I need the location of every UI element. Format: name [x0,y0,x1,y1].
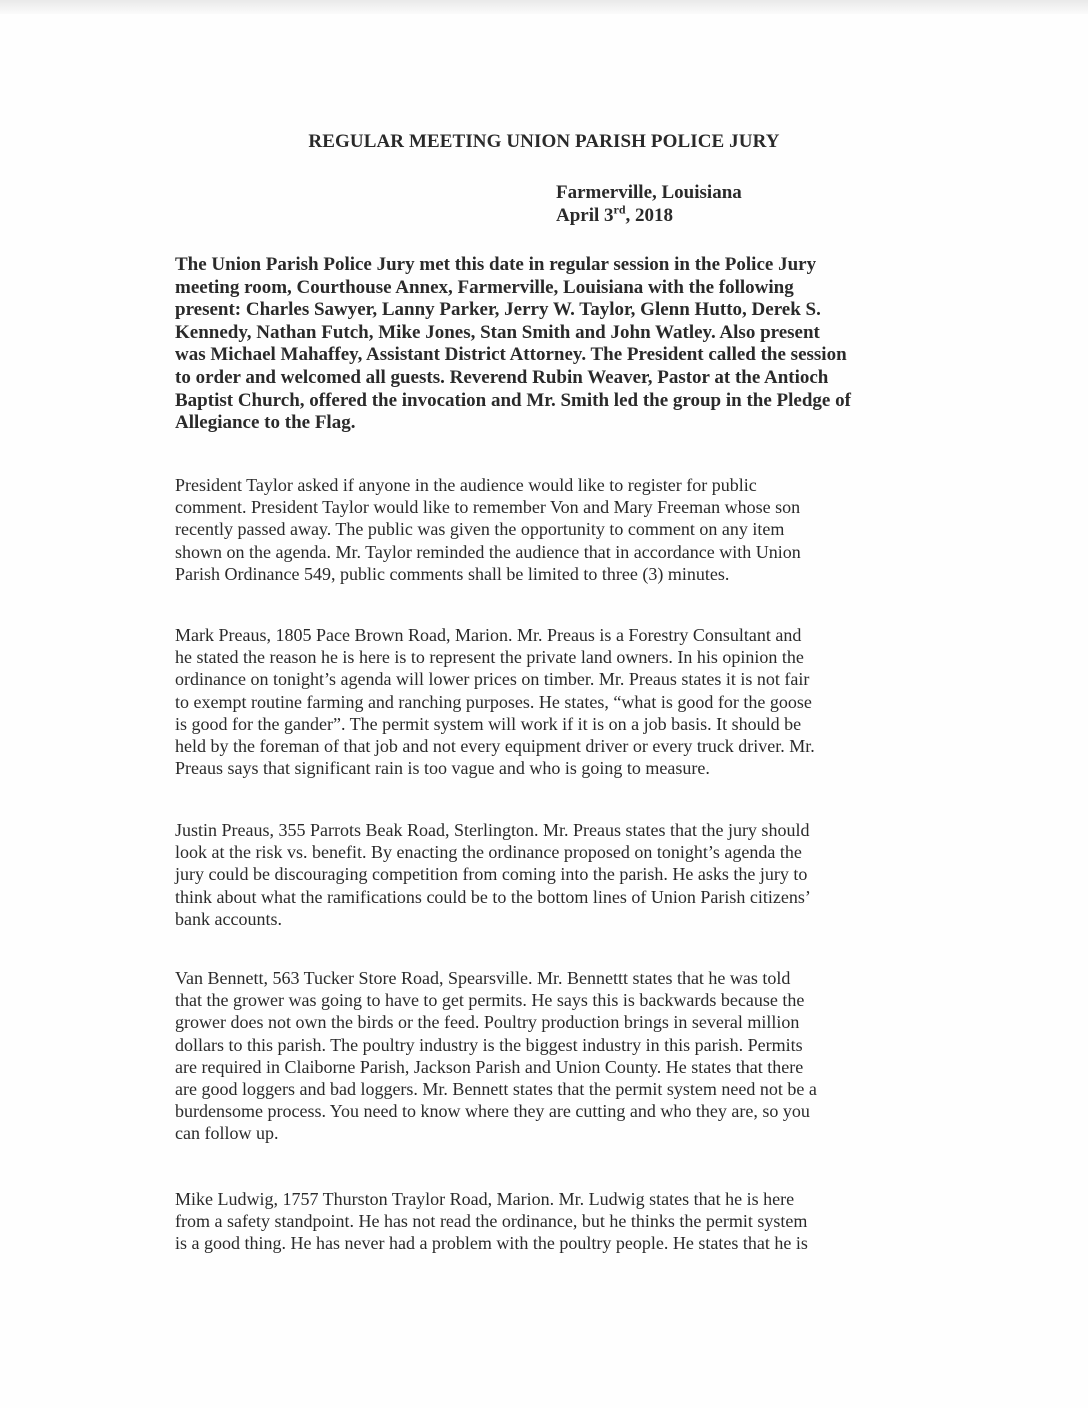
text-line: recently passed away. The public was given the opportunity to comment on any item [175,519,785,540]
text-line: meeting room, Courthouse Annex, Farmerville, Louisiana with the following [175,276,794,298]
text-line: Van Bennett, 563 Tucker Store Road, Spearsville. Mr. Bennettt states that he was told [175,968,791,988]
date-month-day: April 3 [556,205,614,226]
text-line: are good loggers and bad loggers. Mr. Bennett states that the permit system need not be a [175,1079,817,1100]
public-comment-paragraph [175,474,975,585]
text-line: Mark Preaus, 1805 Pace Brown Road, Marion. Mr. Preaus is a Forestry Consultant and [175,625,802,645]
text-line: Kennedy, Nathan Futch, Mike Jones, Stan Smith and John Watley. Also present [175,321,820,343]
text-line: can follow up. [175,1123,279,1144]
text-line: present: Charles Sawyer, Lanny Parker, Jerry W. Taylor, Glenn Hutto, Derek S. [175,299,821,321]
attendance-paragraph [175,254,975,435]
text-line: The Union Parish Police Jury met this date in regular session in the Police Jury [175,254,817,275]
meeting-date [556,204,673,228]
text-line: jury could be discouraging competition from coming into the parish. He asks the jury to [175,864,808,885]
text-line: look at the risk vs. benefit. By enacting the ordinance proposed on tonight’s agenda the [175,842,802,863]
meeting-location: Farmerville, Louisiana [556,182,742,203]
text-line: think about what the ramifications could be to the bottom lines of Union Parish citizens’ [175,886,811,907]
comment-mike-ludwig [175,1188,975,1255]
text-line: is good for the gander”. The permit system will work if it is on a job basis. It should be [175,713,802,734]
text-line: held by the foreman of that job and not every equipment driver or every truck driver. Mr. [175,736,815,757]
scan-edge [0,0,1088,14]
text-line: bank accounts. [175,908,282,929]
text-line: Justin Preaus, 355 Parrots Beak Road, Sterlington. Mr. Preaus states that the jury should [175,820,810,840]
text-line: grower does not own the birds or the feed. Poultry production brings in several million [175,1012,800,1033]
text-line: are required in Claiborne Parish, Jackson Parish and Union County. He states that there [175,1056,804,1077]
text-line: Allegiance to the Flag. [175,412,356,434]
comment-justin-preaus [175,819,975,930]
text-line: burdensome process. You need to know where they are cutting and who they are, so you [175,1101,810,1122]
comment-van-bennett [175,967,975,1145]
text-line: dollars to this parish. The poultry industry is the biggest industry in this parish. Permits [175,1034,803,1055]
comment-mark-preaus [175,624,975,779]
text-line: comment. President Taylor would like to remember Von and Mary Freeman whose son [175,497,801,518]
text-line: ordinance on tonight’s agenda will lower prices on timber. Mr. Preaus states it is not fair [175,669,810,690]
text-line: President Taylor asked if anyone in the audience would like to register for public [175,475,757,495]
date-ordinal-suffix: rd [613,202,626,217]
text-line: shown on the agenda. Mr. Taylor reminded the audience that in accordance with Union [175,541,801,562]
text-line: is a good thing. He has never had a problem with the poultry people. He states that he is [175,1233,808,1254]
text-line: Baptist Church, offered the invocation and Mr. Smith led the group in the Pledge of [175,389,851,411]
text-line: to order and welcomed all guests. Reverend Rubin Weaver, Pastor at the Antioch [175,366,829,388]
text-line: he stated the reason he is here is to represent the private land owners. In his opinion the [175,647,804,668]
text-line: was Michael Mahaffey, Assistant District Attorney. The President called the session [175,344,847,366]
text-line: from a safety standpoint. He has not read the ordinance, but he thinks the permit system [175,1211,808,1232]
document-title: REGULAR MEETING UNION PARISH POLICE JURY [308,131,780,152]
text-line: Preaus says that significant rain is too vague and who is going to measure. [175,758,710,779]
text-line: to exempt routine farming and ranching purposes. He states, “what is good for the goose [175,691,812,712]
text-line: Mike Ludwig, 1757 Thurston Traylor Road, Marion. Mr. Ludwig states that he is here [175,1189,795,1209]
text-line: that the grower was going to have to get permits. He says this is backwards because the [175,990,805,1011]
text-line: Parish Ordinance 549, public comments shall be limited to three (3) minutes. [175,563,730,584]
date-year: , 2018 [625,205,674,226]
